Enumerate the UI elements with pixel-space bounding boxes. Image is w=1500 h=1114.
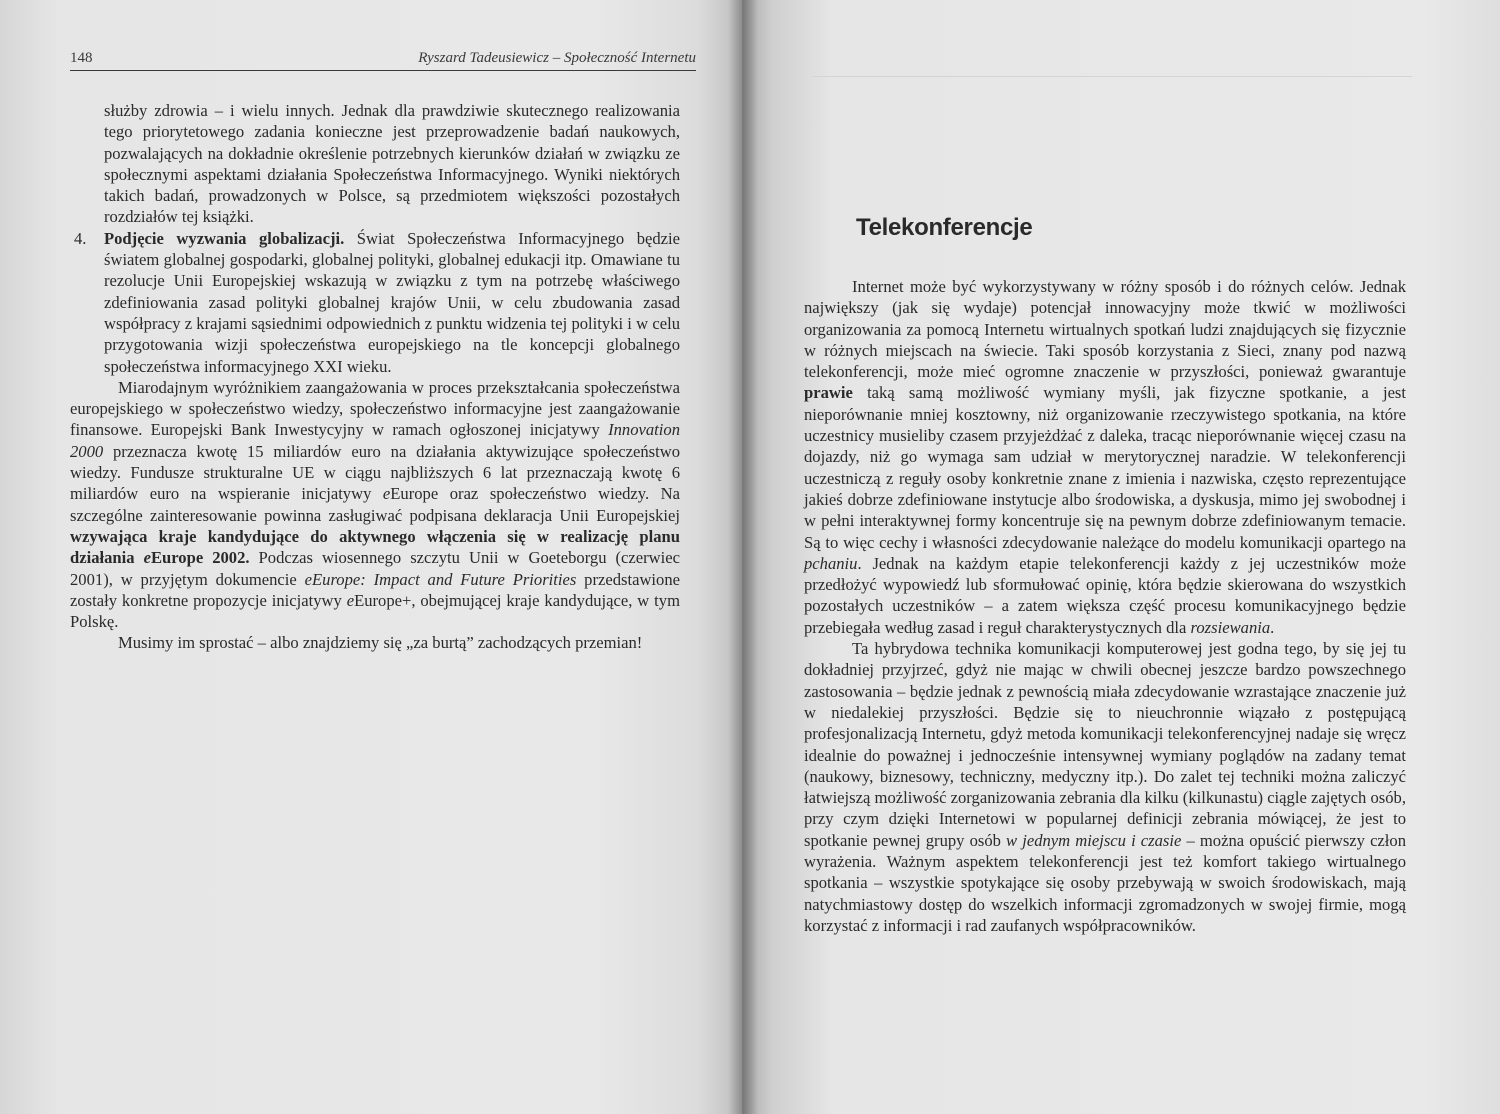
section-heading: Telekonferencje xyxy=(856,214,1033,241)
continued-paragraph: służby zdrowia – i wielu innych. Jednak dla prawdziwie skutecznego realizowania tego priorytetowego zadania konieczne jest przeprowadzenie badań naukowych, pozwalających na dokładnie określenie potrzebnych kierunków działań w związku ze społecznymi aspektami działania Społeczeństwa Informacyjnego. Wyniki niektórych takich badań, prowadzonych w Polsce, są przedmiotem większości pozostałych rozdziałów tej książki. xyxy=(104,101,680,227)
italic-run: w jednym miejscu i czasie xyxy=(1006,830,1182,850)
text-run: Internet może być wykorzystywany w różny sposób i do różnych celów. Jednak największy (jak się wydaje) potencjał innowacyjny może tkwić w możliwości organizowania za pomocą Internetu wirtualnych spotkań ludzi znajdujących się fizycznie w różnych miejscach na świecie. Taki sposób korzystania z Sieci, znany pod nazwą telekonferencji, może mieć ogromne znaczenie w przyszłości, ponieważ gwarantuje xyxy=(804,277,1406,382)
text-run: Miarodajnym wyróżnikiem zaangażowania w proces przekształcania społeczeństwa europejskiego w społeczeństwo wiedzy, społeczeństwo informacyjne jest zaangażowanie finansowe. Europejski Bank Inwestycyjny w ramach ogłoszonej inicjatywy xyxy=(70,377,680,440)
text-run: przeznacza kwotę 15 miliardów euro na działania aktywizujące społeczeństwo wiedzy. Fundusze strukturalne UE w ciągu najbliższych 6 lat przeznaczają kwotę 6 miliardów euro na wspieranie inicjatywy xyxy=(70,441,680,504)
left-page xyxy=(0,0,742,1114)
right-page-body xyxy=(804,276,1406,936)
left-page-header xyxy=(70,50,696,71)
paragraph-financing xyxy=(70,377,680,633)
text-run: – można opuścić pierwszy człon wyrażenia. Ważnym aspektem telekonferencji jest też komfort takiego wirtualnego spotkania – wszystkie spotykające się osoby przebywają w swoich środowiskach, mają natychmiastowy dostęp do wszelkich informacji zgromadzonych w swojej firmie, mogą korzystać z informacji i rad zaufanych współpracowników. xyxy=(804,830,1406,935)
list-item-bold-lead: Podjęcie wyzwania globalizacji. xyxy=(104,228,345,248)
page-number: 148 xyxy=(70,50,93,66)
bold-run: Europe 2002. xyxy=(150,548,250,568)
italic-run: pchaniu xyxy=(804,553,858,573)
list-item-text: Świat Społeczeństwa Informacyjnego będzie światem globalnej gospodarki, globalnej polityki, globalnej edukacji itp. Omawiane tu rezolucje Unii Europejskiej wskazują w związku z tym na potrzebę właściwego zdefiniowania zasad polityki globalnej krajów Unii, w celu zbudowania zasad współpracy z krajami sąsiednimi odpowiednich z punktu widzenia tej polityki i w celu przygotowania wizji społeczeństwa europejskiego na tle koncepcji globalnego społeczeństwa informacyjnego XXI wieku. xyxy=(104,228,680,376)
text-run: Europe oraz społeczeństwo wiedzy. Na szczególne zainteresowanie powinna zasługiwać podpisana deklaracja Unii Europejskiej xyxy=(70,484,680,525)
text-run: Europe+, obejmującej kraje kandydujące, w tym Polskę. xyxy=(70,590,680,632)
italic-run: Innovation 2000 xyxy=(70,420,680,461)
text-run: Podczas wiosennego szczytu Unii w Goeteborgu (czerwiec 2001), w przyjętym dokumencie xyxy=(70,548,680,589)
text-run: Ta hybrydowa technika komunikacji komputerowej jest godna tego, by się jej tu dokładniej przyjrzeć, gdyż nie mając w chwili obecnej jeszcze bardzo powszechnego zastosowania – będzie jednak z pewnością miała zdecydowanie wzrastające znaczenie już w niedalekiej przyszłości. Będzie się to nieuchronnie wiązało z postępującą profesjonalizacją Internetu, gdyż metoda komunikacji telekonferencyjnej nadaje się wręcz idealnie do poważnej i jednocześnie intensywnej wymiany poglądów na zadany temat (naukowy, biznesowy, techniczny, medyczny itp.). Do zalet tej techniki można zaliczyć łatwiejszą możliwość zorganizowania zebrania dla kilku (kilkunastu) ciągle zajętych osób, przy czym dzięki Internetowi w popularnej definicji zebrania mówiącej, że jest to spotkanie pewnej grupy osób xyxy=(804,639,1406,850)
running-title: Ryszard Tadeusiewicz – Społeczność Internetu xyxy=(418,50,696,66)
list-item-4 xyxy=(70,228,680,377)
book-spine-shadow xyxy=(728,0,758,1114)
text-run: . xyxy=(1270,617,1275,637)
italic-run: e xyxy=(382,484,391,504)
text-run: przedstawione zostały konkretne propozycje inicjatywy xyxy=(70,569,681,610)
right-page xyxy=(742,0,1500,1114)
text-run: taką samą możliwość wymiany myśli, jak fizyczne spotkanie, a jest nieporównanie mniej kosztowny, niż organizowanie rzeczywistego spotkania, na które uczestnicy musieliby czasem przyjeżdżać z daleka, tracąc nieporównanie więcej czasu na dojazdy, niż go wymaga sam udział w merytorycznej naradzie. W telekonferencji uczestniczą z reguły osoby konkretnie znane z imienia i nazwiska, często reprezentujące jakieś dobrze zdefiniowane instytucje albo środowiska, a dyskusja, mimo jej swobodnej i w pełni interaktywnej formy koncentruje się na pewnym dobrze zdefiniowanym temacie. Są to więc cechy i własności zdecydowanie należące do modelu komunikacji opartego na xyxy=(804,383,1406,552)
paragraph-hybrid xyxy=(804,638,1406,936)
bold-italic-run: e xyxy=(143,548,151,568)
paragraph-conclusion: Musimy im sprostać – albo znajdziemy się „za burtą” zachodzących przemian! xyxy=(118,633,643,653)
paragraph-intro xyxy=(804,276,1406,638)
text-run: . Jednak na każdym etapie telekonferencji każdy z jej uczestników może przedłożyć wypowiedź lub sformułować opinię, która będzie skierowana do wszystkich pozostałych uczestników – a zatem większa część procesu komunikacyjnego będzie przebiegała według zasad i reguł charakterystycznych dla xyxy=(804,553,1406,637)
bleed-through-header xyxy=(812,56,1412,77)
bold-run: prawie xyxy=(804,383,853,403)
left-page-body xyxy=(70,100,680,654)
italic-run: rozsiewania xyxy=(1190,617,1271,637)
list-item-number: 4. xyxy=(74,228,87,248)
italic-run: e xyxy=(346,590,355,610)
bold-run: wzywająca kraje kandydujące do aktywnego włączenia się w realizację planu działania xyxy=(70,526,680,568)
italic-run: eEurope: Impact and Future Priorities xyxy=(304,569,577,589)
